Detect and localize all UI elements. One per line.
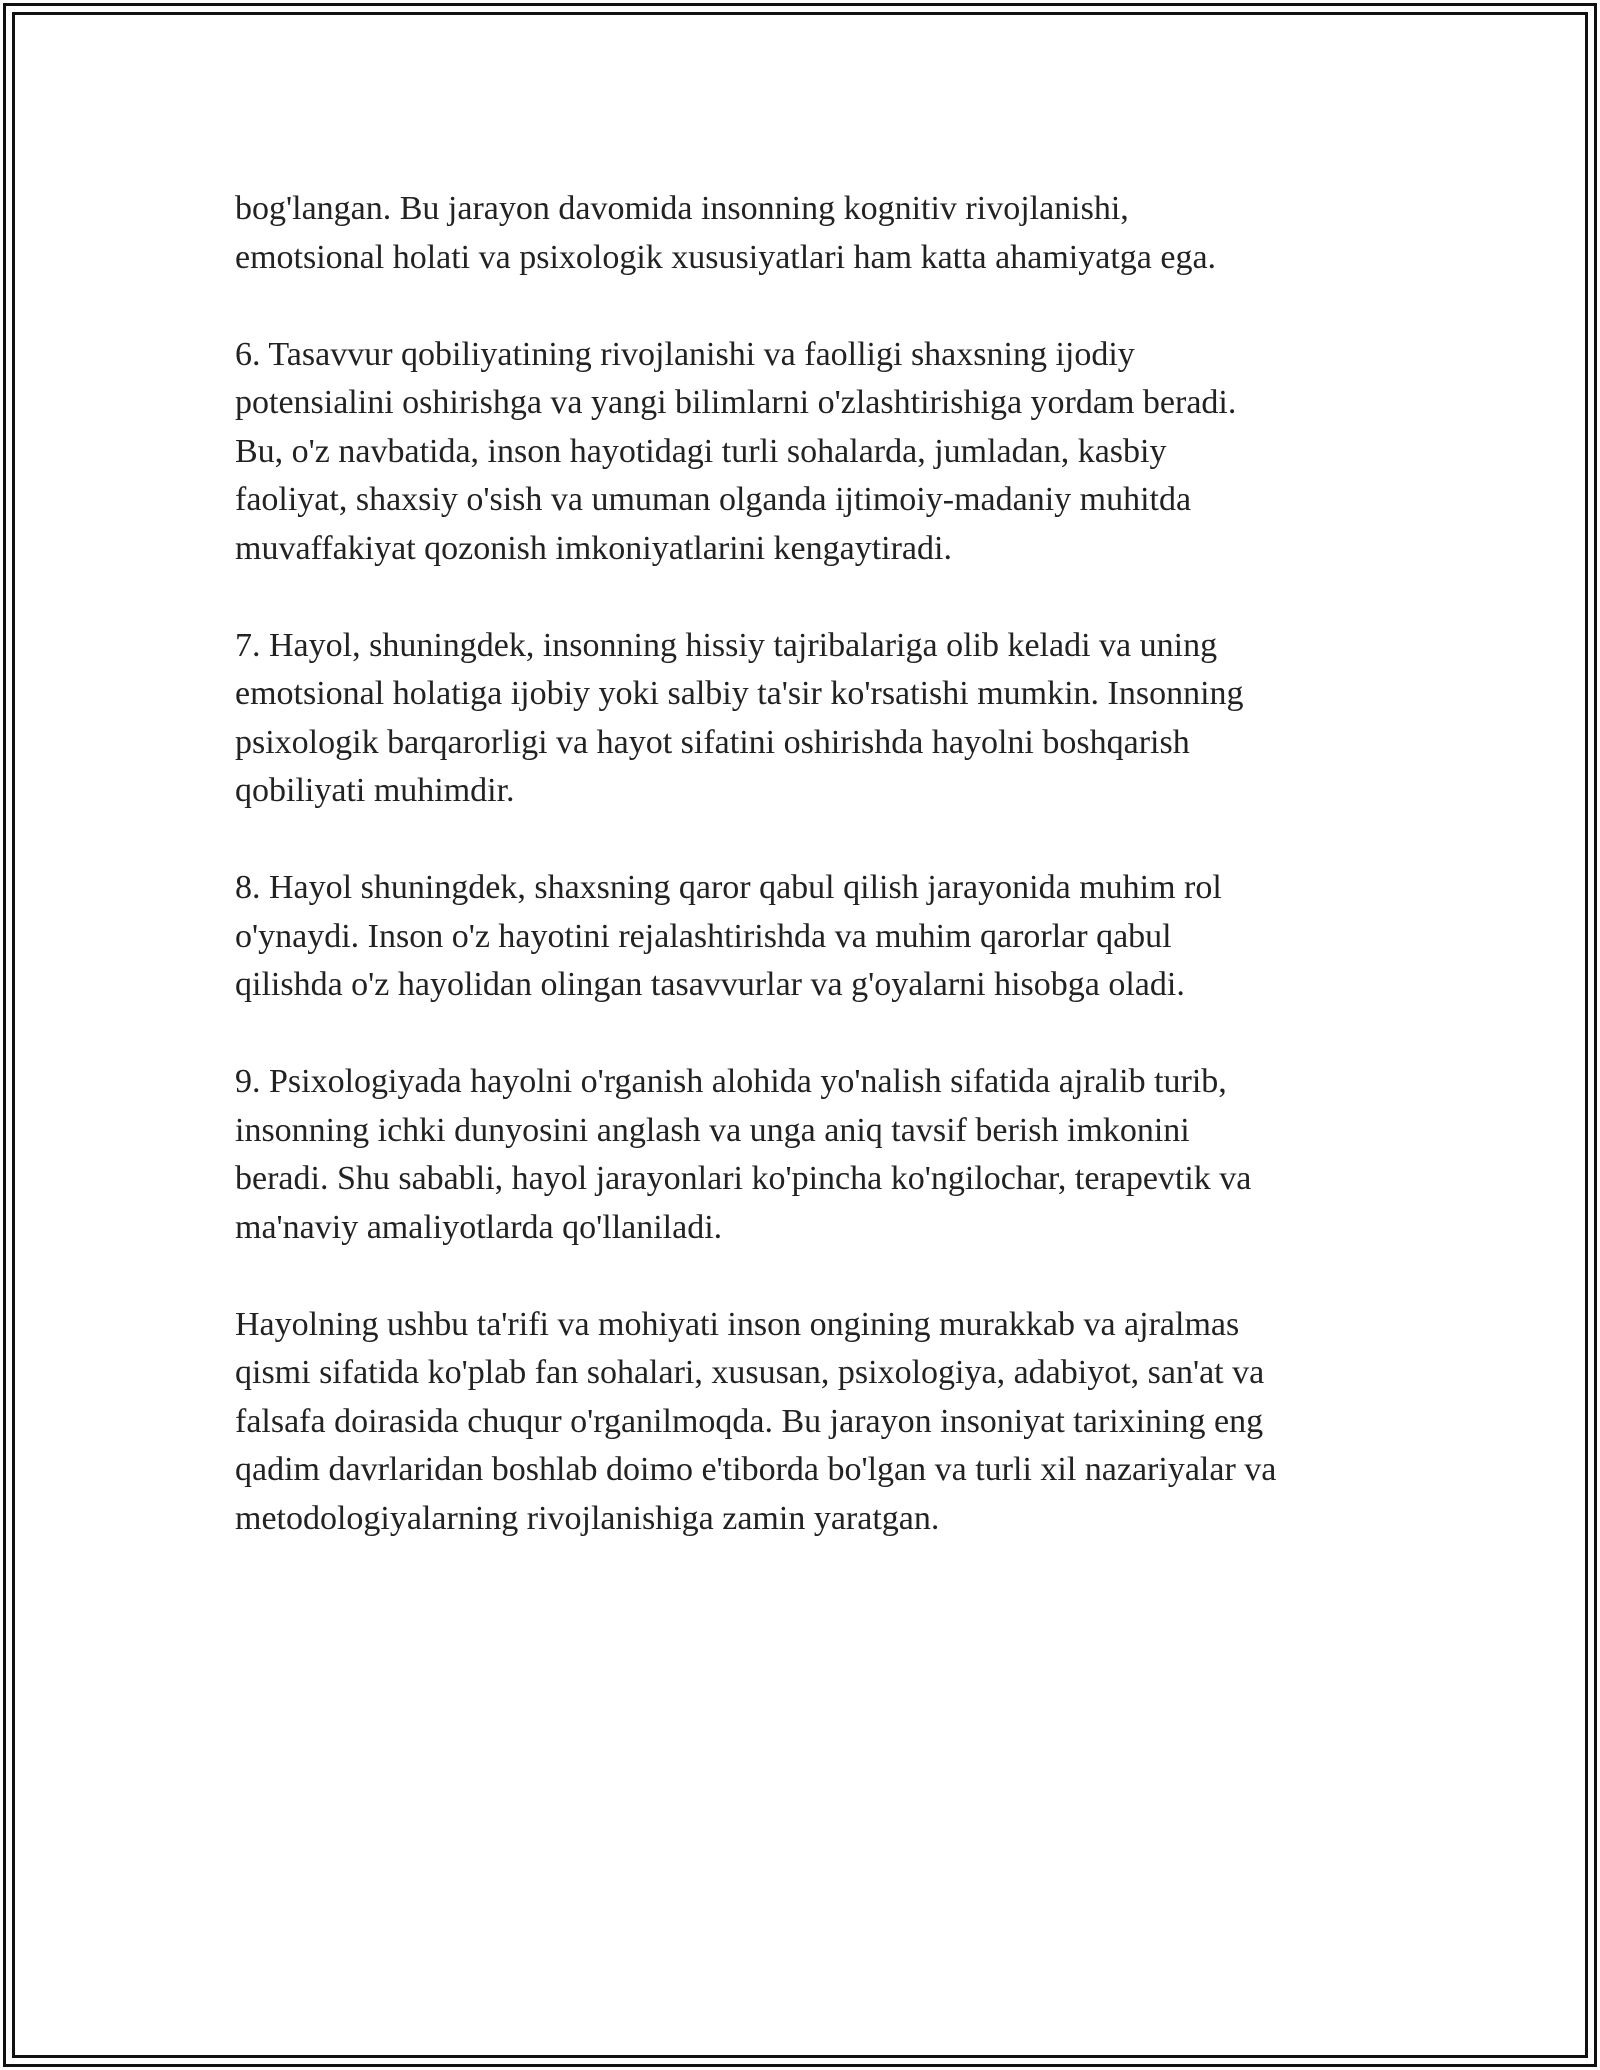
- paragraph-item-8: 8. Hayol shuningdek, shaxsning qaror qabul qilish jarayonida muhim rol o'ynaydi. Inson o'z hayotini rejalashtirishda va muhim qarorlar qabul qilishda o'z hayolidan olingan tasavvurlar va g'oyalarni hisobga oladi.: [235, 869, 1222, 1003]
- paragraph-item-7: 7. Hayol, shuningdek, insonning hissiy tajribalariga olib keladi va uning emotsional holatiga ijobiy yoki salbiy ta'sir ko'rsatishi mumkin. Insonning psixologik barqarorligi va hayot sifatini oshirishda hayolni boshqarish qobiliyati muhimdir.: [235, 626, 1244, 809]
- paragraph-item-6: 6. Tasavvur qobiliyatining rivojlanishi va faolligi shaxsning ijodiy potensialini oshirishga va yangi bilimlarni o'zlashtirishiga yordam beradi. Bu, o'z navbatida, inson hayotidagi turli sohalarda, jumladan, kasbiy faoliyat, shaxsiy o'sish va umuman olganda ijtimoiy-madaniy muhitda muvaffakiyat qozonish imkoniyatlarini kengaytiradi.: [235, 335, 1237, 567]
- paragraph-conclusion: Hayolning ushbu ta'rifi va mohiyati inson ongining murakkab va ajralmas qismi sifatida ko'plab fan sohalari, xususan, psixologiya, adabiyot, san'at va falsafa doirasida chuqur o'rganilmoqda. Bu jarayon insoniyat tarixining eng qadim davrlaridan boshlab doimo e'tiborda bo'lgan va turli xil nazariyalar va metodologiyalarning rivojlanishiga zamin yaratgan.: [235, 1305, 1277, 1537]
- paragraph-continuation: bog'langan. Bu jarayon davomida insonning kognitiv rivojlanishi, emotsional holati va psixologik xususiyatlari ham katta ahamiyatga ega.: [235, 190, 1217, 276]
- document-body: [235, 185, 1385, 1592]
- paragraph-item-9: 9. Psixologiyada hayolni o'rganish alohida yo'nalish sifatida ajralib turib, insonning ichki dunyosini anglash va unga aniq tavsif berish imkonini beradi. Shu sababli, hayol jarayonlari ko'pincha ko'ngilochar, terapevtik va ma'naviy amaliyotlarda qo'llaniladi.: [235, 1063, 1252, 1246]
